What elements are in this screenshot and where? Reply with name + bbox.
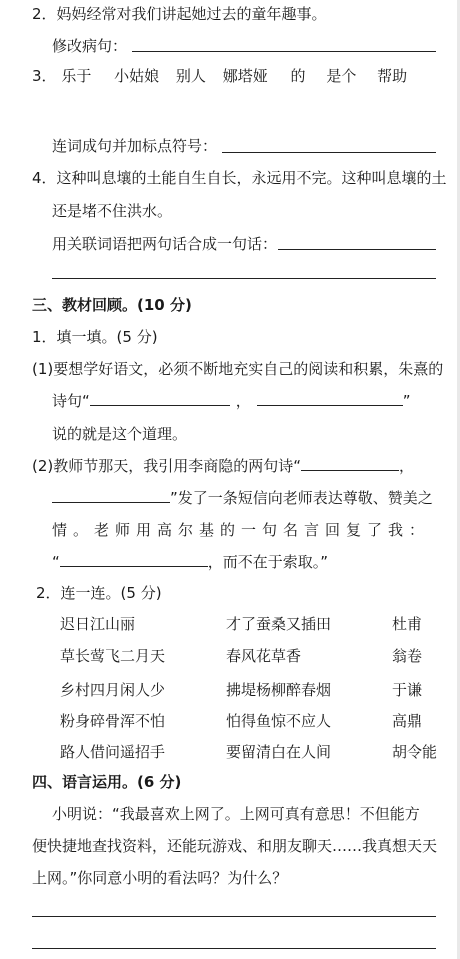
fill-blank[interactable] [90,391,230,406]
section-4-answer-line-1[interactable] [32,916,436,917]
fill-p1-line1: (1)要想学好语文，必须不断地充实自己的阅读和积累，朱熹的 [32,360,444,378]
q4-answer-line-2[interactable] [52,278,436,279]
q3-word: 别人 [175,67,206,85]
q3-word: 帮助 [377,67,408,85]
fill-p2-line2: ”发了一条短信向老师表达尊敬、赞美之 [52,488,433,508]
fill-p1-line3: 说的就是这个道理。 [52,425,188,443]
match-middle-item[interactable]: 才了蚕桑又插田 [226,615,332,633]
fill-p2-line1: (2)教师节那天，我引用李商隐的两句诗“ ， [32,457,415,475]
q2-prompt: 修改病句： [52,37,128,55]
match-middle-item[interactable]: 怕得鱼惊不应人 [226,712,332,730]
q3-word: 是个 [326,67,357,85]
match-right-item[interactable]: 于谦 [392,681,423,699]
q2-answer-line[interactable] [132,51,436,52]
q3-word: 的 [290,67,306,85]
match-middle-item[interactable]: 春风花草香 [226,647,302,665]
match-left-item[interactable]: 草长莺飞二月天 [60,647,166,665]
fill-blank[interactable] [301,456,399,471]
section-4-line1: 小明说：“我最喜欢上网了。上网可真有意思！不但能方 [52,805,420,823]
section-4-answer-line-2[interactable] [32,948,436,949]
q4-question: 4．这种叫息壤的土能自生自长，永远用不完。这种叫息壤的土 [32,169,447,187]
q3-word: 小姑娘 [114,67,160,85]
fill-blank[interactable] [60,552,208,567]
fill-p1-line2: 诗句“ ， ” [52,392,411,410]
q4-question-cont: 还是堵不住洪水。 [52,202,173,220]
q2-question: 2．妈妈经常对我们讲起她过去的童年趣事。 [32,5,327,23]
match-heading: 2．连一连。(5 分) [36,584,162,602]
section-4-line3: 上网。”你同意小明的看法吗？为什么？ [32,869,288,887]
fill-blank[interactable] [52,488,170,503]
q3-prompt: 连词成句并加标点符号： [52,137,218,155]
fill-p2-line3: 情。老师用高尔基的一句名言回复了我： [52,521,431,539]
section-4-line2: 便快捷地查找资料，还能玩游戏、和朋友聊天……我真想天天 [32,837,438,855]
match-middle-item[interactable]: 要留清白在人间 [226,743,332,761]
q4-prompt: 用关联词语把两句话合成一句话： [52,235,278,253]
match-left-item[interactable]: 乡村四月闲人少 [60,681,166,699]
q3-question: 3． 乐于 小姑娘 别人 娜塔娅 的 是个 帮助 [32,67,408,85]
section-4-title: 四、语言运用。(6 分) [32,773,182,791]
match-left-item[interactable]: 迟日江山丽 [60,615,136,633]
q3-word: 乐于 [61,67,92,85]
q4-answer-line-1[interactable] [278,249,436,250]
match-left-item[interactable]: 粉身碎骨浑不怕 [60,712,166,730]
section-3-title: 三、教材回顾。(10 分) [32,296,192,314]
fill-p2-line4: “ ，而不在于索取。” [52,553,329,571]
match-middle-item[interactable]: 拂堤杨柳醉春烟 [226,681,332,699]
q3-word: 娜塔娅 [222,67,268,85]
q3-answer-line[interactable] [222,152,436,153]
match-left-item[interactable]: 路人借问遥招手 [60,743,166,761]
match-right-item[interactable]: 翁卷 [392,647,423,665]
match-right-item[interactable]: 胡令能 [392,743,438,761]
fill-blank[interactable] [257,391,403,406]
match-right-item[interactable]: 杜甫 [392,615,423,633]
match-right-item[interactable]: 高鼎 [392,712,423,730]
fill-heading: 1．填一填。(5 分) [32,328,158,346]
